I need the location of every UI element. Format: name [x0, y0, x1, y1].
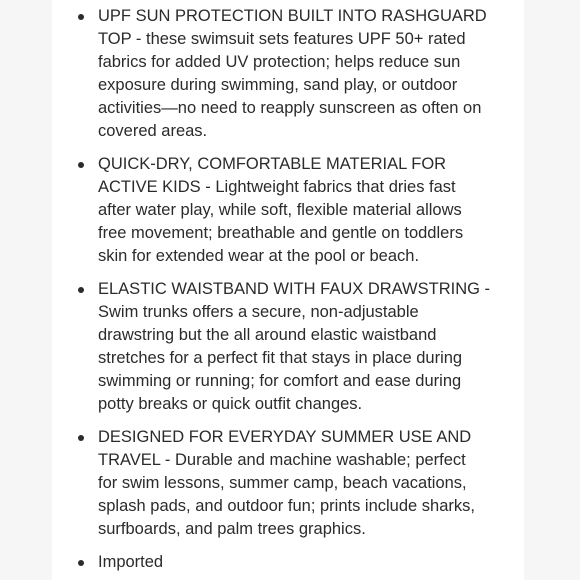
list-item: [52, 426, 524, 541]
list-item-line: splash pads, and outdoor fun; prints include sharks,: [98, 497, 475, 515]
bullet-icon: [78, 560, 84, 566]
list-item: [52, 153, 524, 268]
list-item-line: TRAVEL - Durable and machine washable; perfect: [98, 451, 466, 469]
list-item-line: QUICK-DRY, COMFORTABLE MATERIAL FOR: [98, 155, 447, 173]
list-item-line: free movement; breathable and gentle on toddlers: [98, 224, 464, 242]
list-item: [52, 278, 524, 416]
list-item-line: UPF SUN PROTECTION BUILT INTO RASHGUARD: [98, 7, 487, 25]
bullet-icon: [78, 287, 84, 293]
bullet-icon: [78, 162, 84, 168]
list-item-line: exposure during swimming, sand play, or outdoor: [98, 76, 458, 94]
list-item-line: TOP - these swimsuit sets features UPF 50+ rated: [98, 30, 466, 48]
list-item-line: DESIGNED FOR EVERYDAY SUMMER USE AND: [98, 428, 472, 446]
product-details-panel: [52, 0, 524, 580]
list-item-line: stretches for a perfect fit that stays in place during: [98, 349, 463, 367]
list-item-line: ELASTIC WAISTBAND WITH FAUX DRAWSTRING -: [98, 280, 491, 298]
list-item-line: fabrics for added UV protection; helps reduce sun: [98, 53, 461, 71]
list-item: [52, 5, 524, 143]
list-item-line: drawstring but the all around elastic waistband: [98, 326, 437, 344]
list-item-line: covered areas.: [98, 122, 208, 140]
bullet-icon: [78, 14, 84, 20]
bullet-icon: [78, 435, 84, 441]
list-item-line: ACTIVE KIDS - Lightweight fabrics that dries fast: [98, 178, 456, 196]
list-item-line: swimming or running; for comfort and ease during: [98, 372, 462, 390]
list-item: [52, 551, 524, 574]
list-item-line: surfboards, and palm trees graphics.: [98, 520, 366, 538]
list-item-line: Imported: [98, 553, 164, 571]
list-item-line: Swim trunks offers a secure, non-adjustable: [98, 303, 419, 321]
list-item-line: activities—no need to reapply sunscreen as often on: [98, 99, 482, 117]
feature-list: [52, 5, 524, 580]
list-item-line: potty breaks or quick outfit changes.: [98, 395, 363, 413]
list-item-line: skin for extended wear at the pool or beach.: [98, 247, 420, 265]
list-item-line: for swim lessons, summer camp, beach vacations,: [98, 474, 467, 492]
list-item-line: after water play, while soft, flexible material allows: [98, 201, 462, 219]
